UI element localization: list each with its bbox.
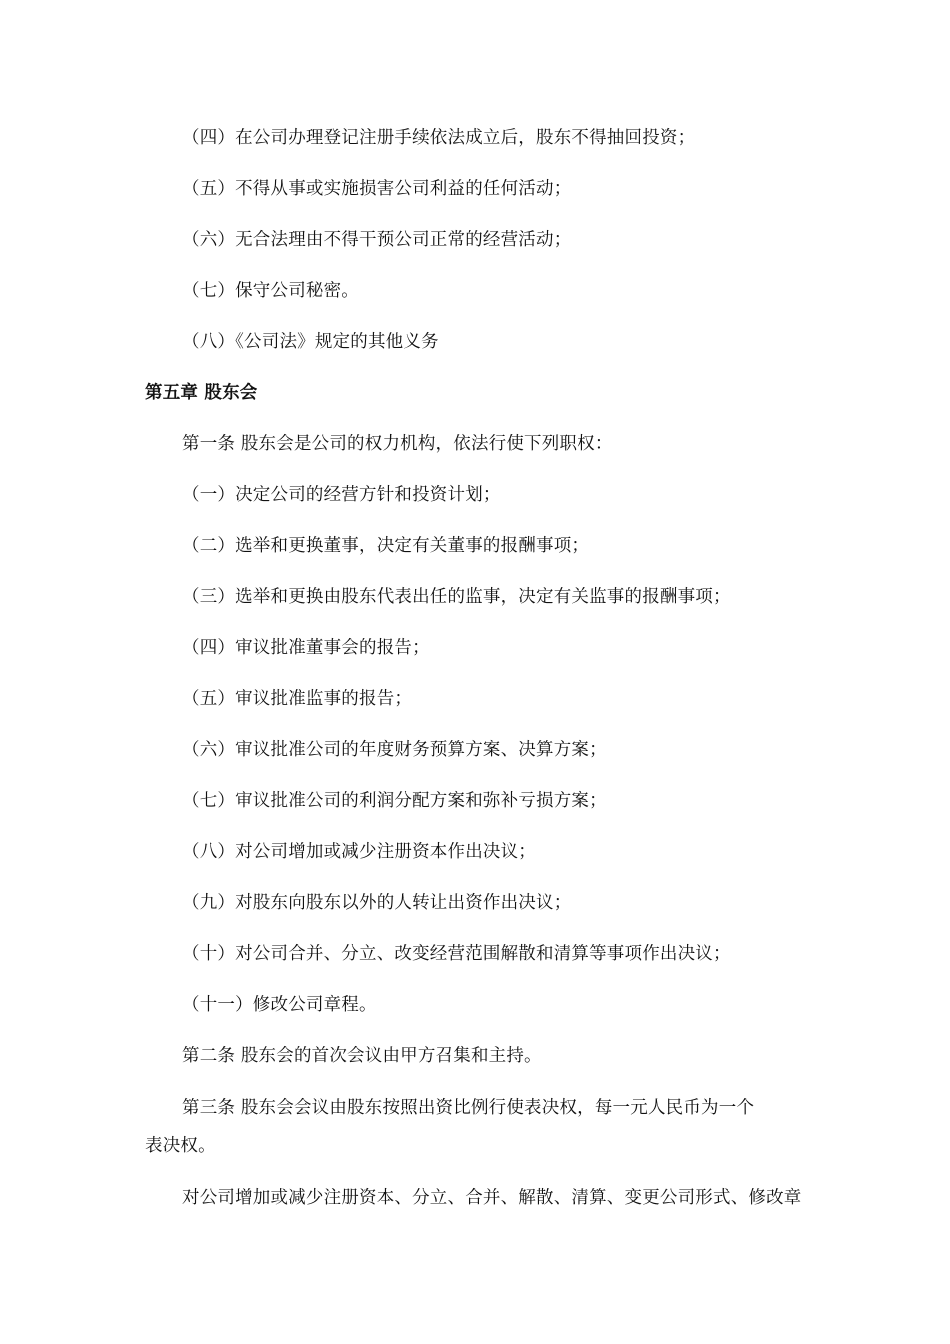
power-item-3: （三）选举和更换由股东代表出任的监事，决定有关监事的报酬事项； [182, 587, 731, 607]
duty-item-4: （四）在公司办理登记注册手续依法成立后，股东不得抽回投资； [182, 128, 696, 148]
duty-item-7: （七）保守公司秘密。 [182, 281, 359, 301]
article-2: 第二条 股东会的首次会议由甲方召集和主持。 [182, 1046, 542, 1066]
power-item-9: （九）对股东向股东以外的人转让出资作出决议； [182, 893, 572, 913]
power-item-8: （八）对公司增加或减少注册资本作出决议； [182, 842, 536, 862]
duty-item-6: （六）无合法理由不得干预公司正常的经营活动； [182, 230, 572, 250]
article-3-line-2: 表决权。 [145, 1136, 216, 1156]
article-1-intro: 第一条 股东会是公司的权力机构，依法行使下列职权： [182, 434, 613, 454]
power-item-11: （十一）修改公司章程。 [182, 995, 377, 1015]
article-3-line-1: 第三条 股东会会议由股东按照出资比例行使表决权，每一元人民币为一个 [182, 1098, 755, 1118]
article-3-continuation: 对公司增加或减少注册资本、分立、合并、解散、清算、变更公司形式、修改章 [182, 1188, 802, 1208]
power-item-4: （四）审议批准董事会的报告； [182, 638, 430, 658]
power-item-7: （七）审议批准公司的利润分配方案和弥补亏损方案； [182, 791, 607, 811]
power-item-2: （二）选举和更换董事，决定有关董事的报酬事项； [182, 536, 590, 556]
duty-item-5: （五）不得从事或实施损害公司利益的任何活动； [182, 179, 572, 199]
power-item-5: （五）审议批准监事的报告； [182, 689, 413, 709]
power-item-6: （六）审议批准公司的年度财务预算方案、决算方案； [182, 740, 607, 760]
chapter-title: 第五章 股东会 [145, 383, 258, 403]
duty-item-8: （八）《公司法》规定的其他义务 [182, 332, 439, 352]
power-item-10: （十）对公司合并、分立、改变经营范围解散和清算等事项作出决议； [182, 944, 731, 964]
power-item-1: （一）决定公司的经营方针和投资计划； [182, 485, 501, 505]
